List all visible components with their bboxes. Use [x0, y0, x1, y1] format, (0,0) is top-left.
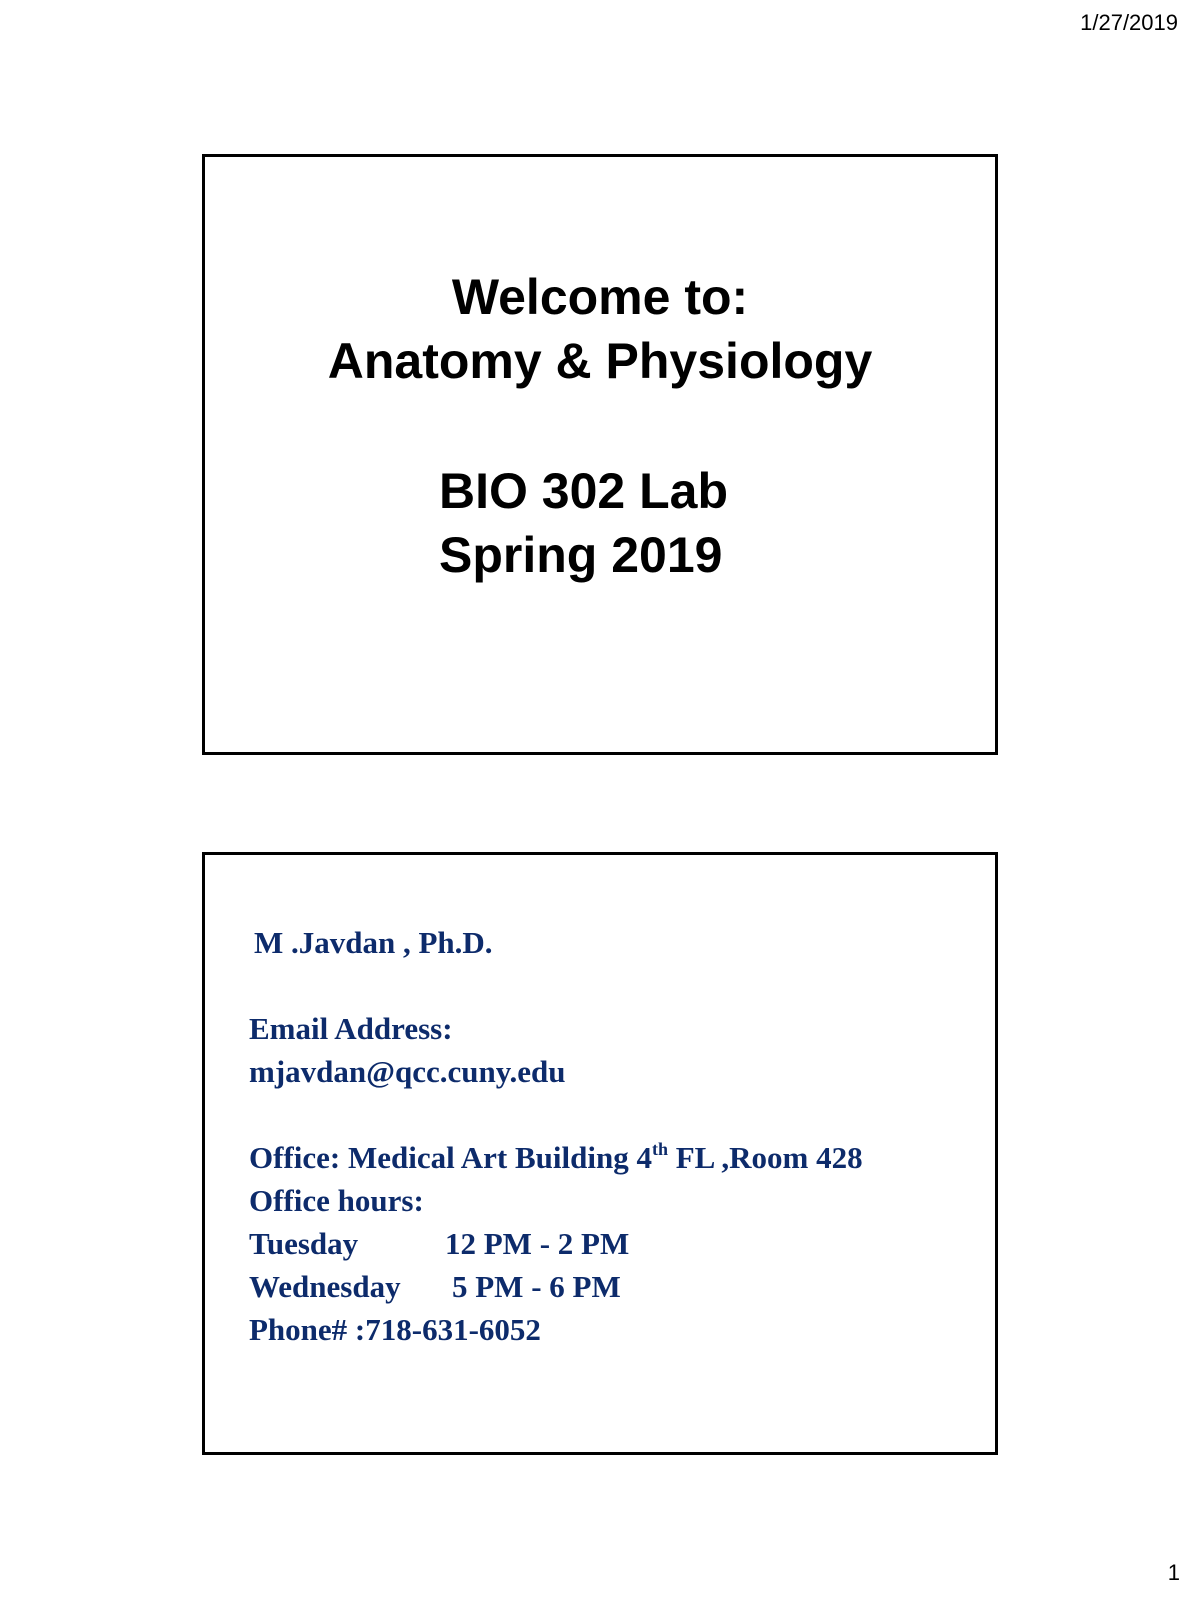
email-label: Email Address: — [249, 1011, 453, 1046]
course-info — [439, 459, 728, 587]
office-prefix: Office: Medical Art Building 4 — [249, 1140, 652, 1175]
welcome-title — [205, 265, 995, 393]
office-hours-row — [249, 1265, 863, 1308]
instructor-info — [249, 921, 863, 1351]
office-floor-ordinal: th — [651, 1139, 668, 1159]
page-date: 1/27/2019 — [1080, 10, 1178, 35]
title-line-2: Anatomy & Physiology — [327, 333, 873, 389]
course-name: BIO 302 Lab — [439, 463, 728, 519]
office-hours-day: Wednesday — [249, 1269, 401, 1304]
office-hours-day: Tuesday — [249, 1226, 359, 1261]
office-location — [249, 1136, 863, 1179]
email-address: mjavdan@qcc.cuny.edu — [249, 1054, 566, 1089]
title-line-1: Welcome to: — [451, 269, 749, 325]
course-term: Spring 2019 — [439, 527, 723, 583]
office-hours-row — [249, 1222, 863, 1265]
office-hours-time: 5 PM - 6 PM — [452, 1269, 621, 1304]
instructor-name: M .Javdan , Ph.D. — [254, 925, 493, 960]
office-suffix: FL ,Room 428 — [667, 1140, 863, 1175]
title-slide — [202, 154, 998, 755]
office-hours-label: Office hours: — [249, 1183, 424, 1218]
page-number: 1 — [1167, 1560, 1180, 1585]
phone-number: Phone# :718-631-6052 — [249, 1312, 541, 1347]
instructor-slide — [202, 852, 998, 1455]
office-hours-time: 12 PM - 2 PM — [445, 1226, 630, 1261]
